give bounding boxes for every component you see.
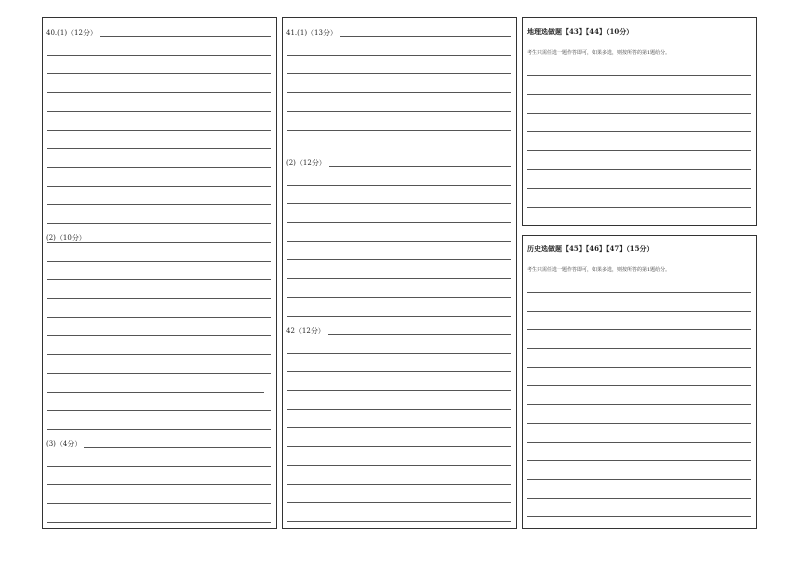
answer-line[interactable] [287, 73, 511, 74]
answer-line[interactable] [47, 186, 271, 187]
answer-line[interactable] [47, 317, 271, 318]
answer-line[interactable] [47, 130, 271, 131]
answer-line[interactable] [47, 261, 271, 262]
answer-box-history-elective [522, 235, 757, 529]
question-40-3-label: (3)（4分） [46, 440, 84, 448]
answer-line[interactable] [47, 335, 271, 336]
answer-line[interactable] [287, 521, 511, 522]
answer-box-q41-q42 [282, 17, 517, 529]
answer-line[interactable] [287, 465, 511, 466]
answer-line[interactable] [287, 390, 511, 391]
answer-line[interactable] [47, 55, 271, 56]
answer-line[interactable] [47, 373, 271, 374]
answer-line[interactable] [287, 185, 511, 186]
answer-line[interactable] [287, 111, 511, 112]
answer-line[interactable] [47, 223, 271, 224]
geography-elective-note: 考生只需任选一题作答即可，如果多选，则按所答的第1题给分。 [527, 50, 671, 56]
answer-line[interactable] [47, 92, 271, 93]
answer-line[interactable] [47, 354, 271, 355]
answer-line[interactable] [47, 503, 271, 504]
answer-line[interactable] [287, 427, 511, 428]
answer-line[interactable] [527, 188, 751, 189]
answer-line[interactable] [287, 130, 511, 131]
answer-line[interactable] [47, 298, 271, 299]
answer-line[interactable] [527, 516, 751, 517]
answer-line[interactable] [527, 460, 751, 461]
answer-line[interactable] [527, 404, 751, 405]
answer-line[interactable] [47, 167, 271, 168]
answer-line[interactable] [527, 311, 751, 312]
answer-line[interactable] [287, 484, 511, 485]
answer-line[interactable] [527, 150, 751, 151]
answer-line[interactable] [287, 92, 511, 93]
answer-line[interactable] [527, 113, 751, 114]
answer-line[interactable] [47, 204, 271, 205]
answer-line[interactable] [527, 207, 751, 208]
answer-line[interactable] [47, 522, 271, 523]
answer-line[interactable] [527, 292, 751, 293]
question-41-2-label: (2)（12分） [286, 159, 329, 167]
answer-line[interactable] [287, 409, 511, 410]
answer-line[interactable] [47, 429, 271, 430]
answer-line[interactable] [527, 479, 751, 480]
answer-line[interactable] [47, 484, 271, 485]
answer-line[interactable] [287, 297, 511, 298]
answer-line[interactable] [527, 169, 751, 170]
answer-line[interactable] [287, 316, 511, 317]
answer-box-geography-elective [522, 17, 757, 226]
answer-line[interactable] [527, 329, 751, 330]
answer-box-q40 [42, 17, 277, 529]
answer-line[interactable] [47, 148, 271, 149]
answer-line[interactable] [287, 502, 511, 503]
answer-line[interactable] [527, 498, 751, 499]
answer-line[interactable] [287, 222, 511, 223]
question-40-2-label: (2)（10分） [46, 234, 89, 242]
answer-line[interactable] [527, 131, 751, 132]
answer-line[interactable] [47, 279, 271, 280]
question-40-1-label: 40.(1)（12分） [46, 29, 100, 37]
history-elective-title: 历史选做题【45】【46】【47】（15分） [527, 244, 654, 253]
answer-line[interactable] [287, 446, 511, 447]
question-42-label: 42（12分） [286, 327, 328, 335]
answer-line[interactable] [287, 278, 511, 279]
answer-line[interactable] [527, 442, 751, 443]
answer-line[interactable] [527, 94, 751, 95]
answer-line[interactable] [527, 348, 751, 349]
answer-line[interactable] [287, 203, 511, 204]
answer-line[interactable] [47, 466, 271, 467]
answer-line[interactable] [47, 410, 271, 411]
answer-line[interactable] [527, 75, 751, 76]
answer-line[interactable] [47, 111, 271, 112]
history-elective-note: 考生只需任选一题作答即可，如果多选，则按所答的第1题给分。 [527, 267, 671, 273]
answer-line[interactable] [287, 371, 511, 372]
answer-line[interactable] [287, 241, 511, 242]
answer-line[interactable] [287, 259, 511, 260]
answer-line[interactable] [47, 242, 271, 243]
answer-line[interactable] [287, 353, 511, 354]
answer-line[interactable] [527, 423, 751, 424]
question-41-1-label: 41.(1)（13分） [286, 29, 340, 37]
answer-line[interactable] [47, 73, 271, 74]
answer-line[interactable] [47, 392, 264, 393]
geography-elective-title: 地理选做题【43】【44】（10分） [527, 27, 634, 36]
answer-line[interactable] [287, 55, 511, 56]
answer-line[interactable] [527, 385, 751, 386]
answer-line[interactable] [527, 367, 751, 368]
